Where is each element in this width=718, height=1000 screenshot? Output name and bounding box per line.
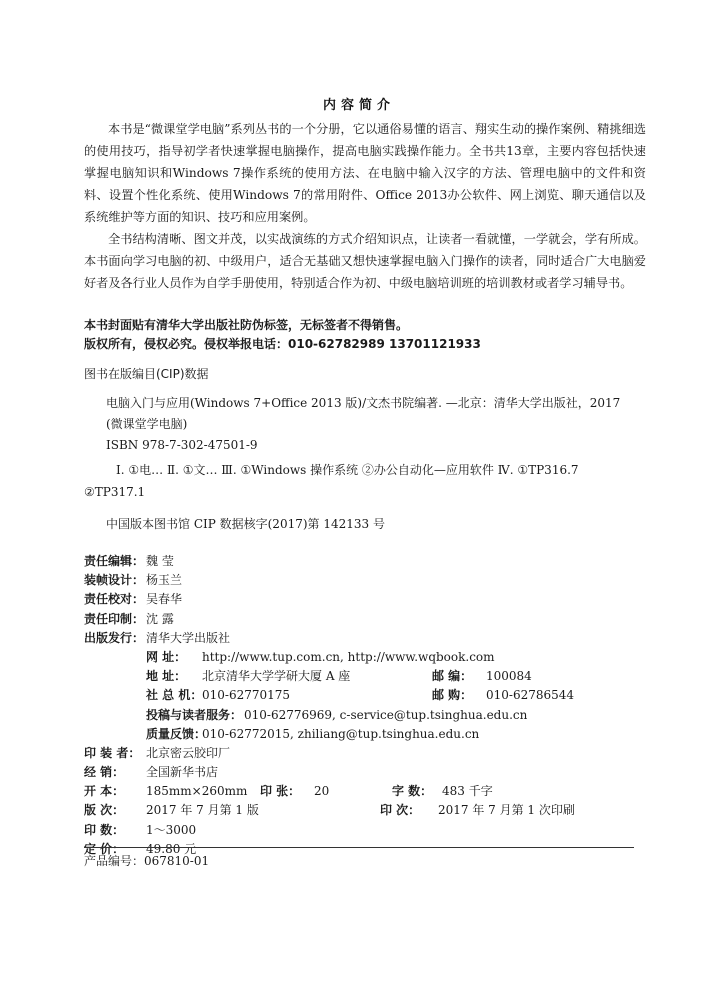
design-value: 杨玉兰: [146, 573, 183, 588]
cip-line-5: ②TP317.1: [84, 485, 146, 499]
credit-row-print-run: [84, 821, 644, 840]
credit-row-address: [84, 667, 644, 686]
zip-value: 100084: [486, 669, 532, 684]
credit-row-quality-feedback: [84, 725, 644, 744]
edition-label: 版 次：: [84, 803, 125, 818]
printer-label: 印 装 者：: [84, 745, 141, 760]
quality-feedback-label: 质量反馈：: [146, 726, 207, 741]
publisher-label: 出版发行：: [84, 630, 145, 645]
cip-line-2: (微课堂学电脑): [106, 417, 188, 431]
credit-row-design: [84, 571, 644, 590]
intro-text-1: 本书是“微课堂学电脑”系列丛书的一个分册，它以通俗易懂的语言、翔实生动的操作案例、精挑细选的使用技巧，指导初学者快速掌握电脑操作，提高电脑实践操作能力。全书共13章，主要内容包括快速掌握电脑知识和Windows 7操作系统的使用方法、在电脑中输入汉字的方法、管理电脑中的文件和资料、设置个性化系统、使用Windows 7的常用附件、Office 2013办公软件、网上浏览、聊天通信以及系统维护等方面的知识、技巧和应用案例。: [84, 122, 646, 224]
design-label: 装帧设计：: [84, 573, 145, 588]
credit-row-switchboard: [84, 686, 644, 705]
cip-title: 图书在版编目(CIP)数据: [84, 367, 209, 381]
credit-row-format: [84, 782, 644, 801]
credit-row-editor: [84, 552, 644, 571]
cip-line-4: Ⅰ. ①电… Ⅱ. ①文… Ⅲ. ①Windows 操作系统 ②办公自动化—应用软件 Ⅳ. ①TP316.7: [116, 463, 579, 477]
publisher-value: 清华大学出版社: [146, 630, 231, 645]
word-count-value: 483 千字: [442, 784, 493, 799]
website-label: 网 址：: [146, 649, 187, 664]
credit-row-proof: [84, 590, 644, 609]
publication-credits: [84, 552, 644, 859]
editor-value: 魏 莹: [146, 554, 174, 568]
reader-service-value: 010-62776969, c-service@tup.tsinghua.edu.cn: [244, 707, 528, 722]
website-value: http://www.tup.com.cn, http://www.wqbook.com: [202, 649, 495, 664]
credit-row-print-supervisor: [84, 610, 644, 629]
distributor-label: 经 销：: [84, 765, 125, 780]
intro-paragraph-1: [84, 118, 646, 228]
price-value: 49.80 元: [146, 841, 197, 856]
printing-label: 印 次：: [380, 803, 421, 818]
credit-row-reader-service: [84, 706, 644, 725]
proof-value: 吴春华: [146, 592, 183, 607]
intro-text-2: 全书结构清晰、图文并茂，以实战演练的方式介绍知识点，让读者一看就懂，一学就会，学有所成。本书面向学习电脑的初、中级用户，适合无基础又想快速掌握电脑入门操作的读者，同时适合广大电脑爱好者及各行业人员作为自学手册使用，特别适合作为初、中级电脑培训班的培训教材或者学习辅导书。: [84, 232, 646, 290]
anti-counterfeit-notice: 本书封面贴有清华大学出版社防伪标签，无标签者不得销售。: [84, 318, 409, 332]
printing-value: 2017 年 7 月第 1 次印刷: [438, 803, 575, 818]
page-title: 内容简介: [322, 98, 395, 113]
credit-row-website: [84, 648, 644, 667]
credit-row-edition: [84, 801, 644, 820]
price-label: 定 价：: [84, 841, 125, 856]
cip-isbn: ISBN 978-7-302-47501-9: [106, 438, 258, 452]
edition-value: 2017 年 7 月第 1 版: [146, 803, 259, 818]
sheets-value: 20: [314, 784, 330, 799]
credit-row-distributor: [84, 763, 644, 782]
copyright-notice: 版权所有，侵权必究。侵权举报电话：010-62782989 13701121933: [84, 337, 481, 351]
format-label: 开 本：: [84, 784, 125, 799]
reader-service-label: 投稿与读者服务：: [146, 707, 243, 722]
intro-paragraph-2: [84, 228, 646, 294]
word-count-label: 字 数：: [392, 784, 433, 799]
proof-label: 责任校对：: [84, 592, 145, 607]
print-run-value: 1～3000: [146, 822, 197, 837]
cip-line-1: 电脑入门与应用(Windows 7+Office 2013 版)/文杰书院编著. —北京：清华大学出版社，2017: [106, 396, 621, 410]
sheets-label: 印 张：: [260, 784, 301, 799]
address-value: 北京清华大学学研大厦 A 座: [202, 669, 351, 684]
editor-label: 责任编辑：: [84, 554, 145, 568]
credit-row-printer: [84, 744, 644, 763]
switchboard-label: 社 总 机：: [146, 688, 203, 703]
print-run-label: 印 数：: [84, 822, 125, 837]
mail-order-label: 邮 购：: [432, 688, 473, 703]
divider-line: [84, 847, 634, 848]
mail-order-value: 010-62786544: [486, 688, 575, 703]
distributor-value: 全国新华书店: [146, 765, 219, 780]
switchboard-value: 010-62770175: [202, 688, 291, 703]
quality-feedback-value: 010-62772015, zhiliang@tup.tsinghua.edu.cn: [202, 726, 480, 741]
printer-value: 北京密云胶印厂: [146, 745, 231, 760]
cip-record-number: 中国版本图书馆 CIP 数据核字(2017)第 142133 号: [106, 517, 385, 531]
credit-row-publisher: [84, 629, 644, 648]
address-label: 地 址：: [146, 669, 187, 684]
zip-label: 邮 编：: [432, 669, 473, 684]
product-code: 产品编号：067810-01: [84, 854, 210, 868]
print-supervisor-value: 沈 露: [146, 611, 174, 626]
format-value: 185mm×260mm: [146, 784, 248, 799]
print-supervisor-label: 责任印制：: [84, 611, 145, 626]
